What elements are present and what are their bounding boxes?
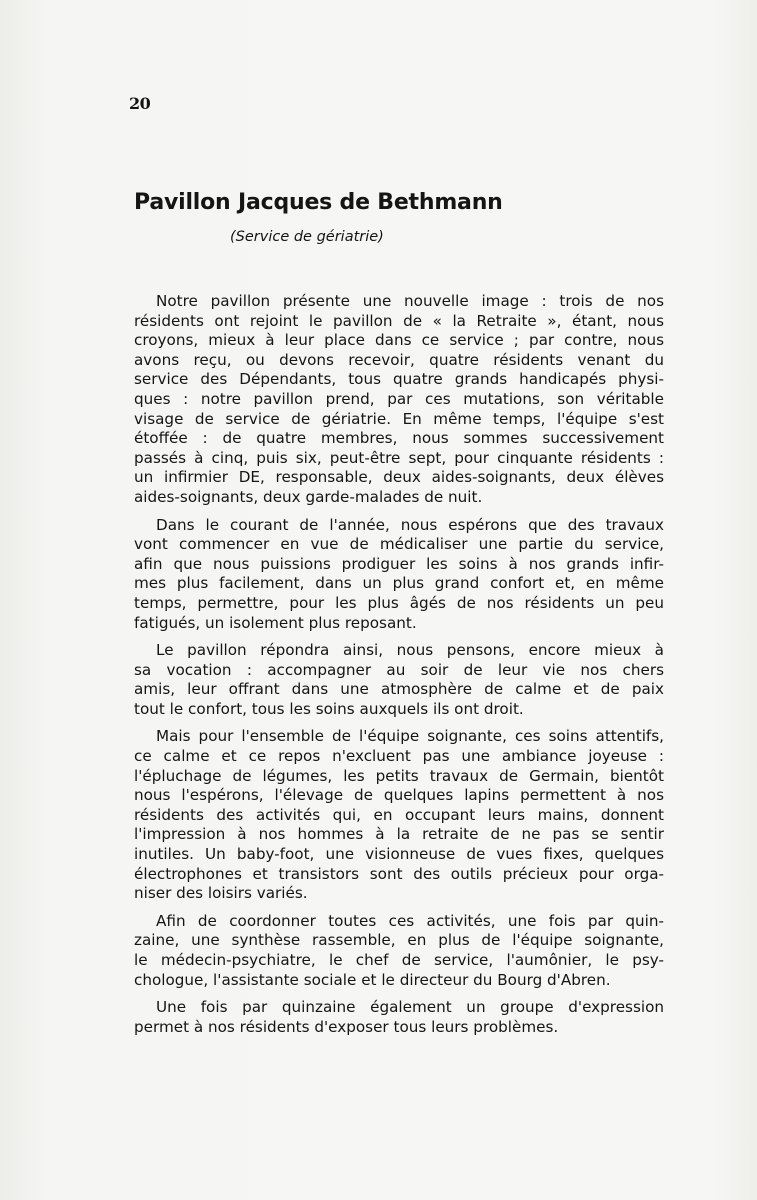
text-line: sa vocation : accompagner au soir de leur vie nos chers bbox=[134, 660, 664, 679]
text-line: étoffée : de quatre membres, nous sommes successivement bbox=[134, 429, 664, 448]
section-title: Pavillon Jacques de Bethmann bbox=[134, 190, 503, 215]
text-line: nous l'espérons, l'élevage de quelques lapins permettent à nos bbox=[134, 786, 664, 805]
paragraph bbox=[134, 516, 664, 634]
text-line: Une fois par quinzaine également un groupe d'expression bbox=[156, 998, 664, 1017]
text-line: permet à nos résidents d'exposer tous leurs problèmes. bbox=[134, 1017, 559, 1036]
text-line: tout le confort, tous les soins auxquels ils ont droit. bbox=[134, 699, 524, 718]
text-line: inutiles. Un baby-foot, une visionneuse de vues fixes, quelques bbox=[134, 845, 664, 864]
text-line: ce calme et ce repos n'excluent pas une ambiance joyeuse : bbox=[134, 747, 664, 766]
text-line: Dans le courant de l'année, nous espérons que des travaux bbox=[156, 515, 664, 534]
text-line: avons reçu, ou devons recevoir, quatre résidents venant du bbox=[134, 350, 664, 369]
text-line: un infirmier DE, responsable, deux aides-soignants, deux élèves bbox=[134, 468, 664, 487]
text-line: aides-soignants, deux garde-malades de nuit. bbox=[134, 487, 483, 506]
paragraph bbox=[134, 641, 664, 719]
text-line: amis, leur offrant dans une atmosphère de calme et de paix bbox=[134, 680, 664, 699]
text-line: Mais pour l'ensemble de l'équipe soignante, ces soins attentifs, bbox=[156, 727, 664, 746]
text-line: Notre pavillon présente une nouvelle image : trois de nos bbox=[156, 292, 664, 310]
text-line: le médecin-psychiatre, le chef de service, l'aumônier, le psy- bbox=[134, 951, 664, 969]
text-line: passés à cinq, puis six, peut-être sept, pour cinquante résidents : bbox=[134, 448, 664, 467]
text-line: service des Dépendants, tous quatre grands handicapés physi- bbox=[134, 370, 664, 389]
text-line: niser des loisirs variés. bbox=[134, 884, 308, 903]
text-line: chologue, l'assistante sociale et le directeur du Bourg d'Abren. bbox=[134, 970, 611, 989]
text-line: vont commencer en vue de médicaliser une partie du service, bbox=[134, 535, 664, 554]
text-line: Le pavillon répondra ainsi, nous pensons, encore mieux à bbox=[156, 641, 664, 660]
text-line: visage de service de gériatrie. En même temps, l'équipe s'est bbox=[134, 409, 664, 428]
text-line: afin que nous puissions prodiguer les soins à nos grands infir- bbox=[134, 554, 664, 573]
section-subtitle: (Service de gériatrie) bbox=[230, 229, 384, 245]
text-line: fatigués, un isolement plus reposant. bbox=[134, 613, 417, 632]
text-line: mes plus facilement, dans un plus grand confort et, en même bbox=[134, 574, 664, 593]
text-line: l'épluchage de légumes, les petits travaux de Germain, bientôt bbox=[134, 766, 664, 785]
paragraph bbox=[134, 912, 664, 990]
text-line: résidents des activités qui, en occupant leurs mains, donnent bbox=[134, 805, 664, 824]
text-line: l'impression à nos hommes à la retraite de ne pas se sentir bbox=[134, 825, 664, 844]
page-number: 20 bbox=[129, 94, 151, 113]
text-line: résidents ont rejoint le pavillon de « la Retraite », étant, nous bbox=[134, 311, 664, 330]
text-line: électrophones et transistors sont des outils précieux pour orga- bbox=[134, 864, 664, 883]
body-text bbox=[134, 292, 664, 1045]
text-line: temps, permettre, pour les plus âgés de nos résidents un peu bbox=[134, 593, 664, 612]
text-line: ques : notre pavillon prend, par ces mutations, son véritable bbox=[134, 389, 664, 408]
text-line: croyons, mieux à leur place dans ce service ; par contre, nous bbox=[134, 331, 664, 350]
paragraph bbox=[134, 727, 664, 903]
paragraph bbox=[134, 292, 664, 508]
text-line: zaine, une synthèse rassemble, en plus de l'équipe soignante, bbox=[134, 931, 664, 950]
text-line: Afin de coordonner toutes ces activités, une fois par quin- bbox=[156, 911, 664, 930]
paragraph bbox=[134, 998, 664, 1037]
